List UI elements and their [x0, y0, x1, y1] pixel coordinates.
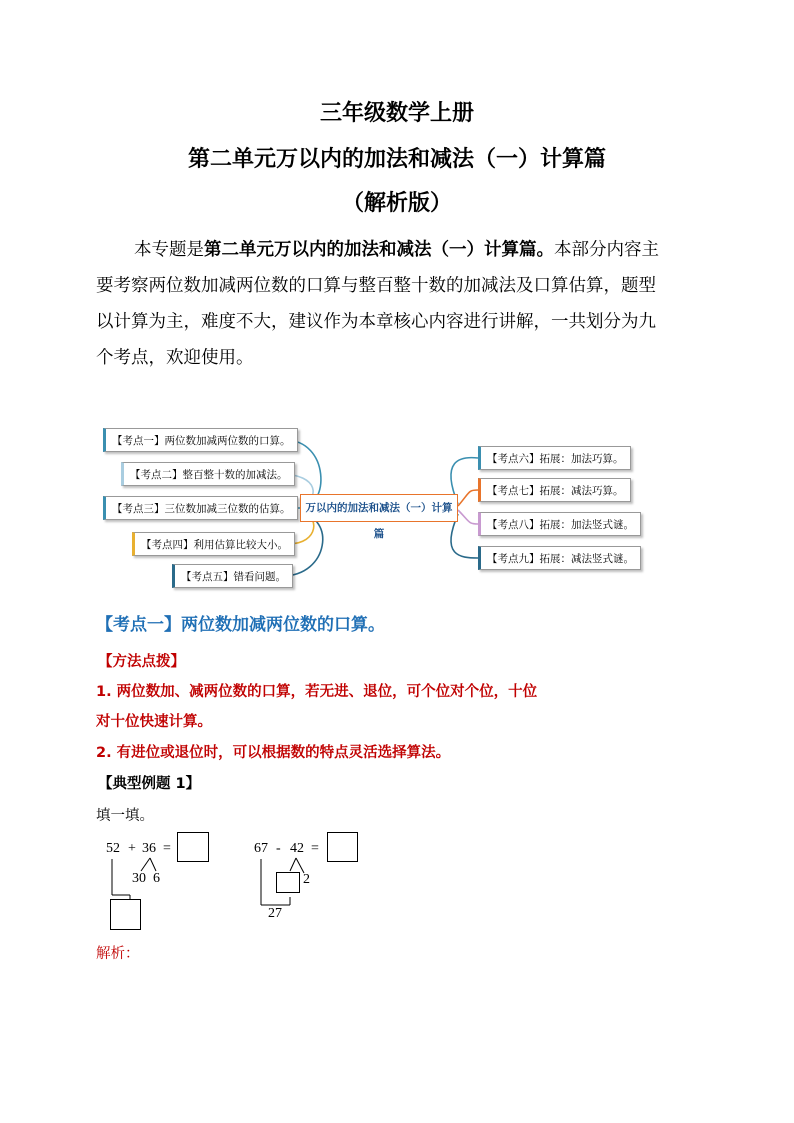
intro-text-1: 本专题是	[134, 240, 204, 260]
mindmap-node-kp8: 【考点八】拓展：加法竖式谜。	[478, 512, 641, 536]
intro-line-4: 个考点，欢迎使用。	[96, 348, 254, 368]
mindmap-node-kp2: 【考点二】整百整十数的加减法。	[121, 462, 295, 486]
mindmap-node-kp4: 【考点四】利用估算比较大小。	[132, 532, 295, 556]
method-point-1: 1. 两位数加、减两位数的口算，若无进、退位，可个位对个位，十位	[96, 684, 538, 700]
intro-line-2: 要考察两位数加减两位数的口算与整百整十数的加减法及口算估算，题型	[96, 276, 656, 296]
method-title: 【方法点拨】	[98, 654, 185, 670]
unit-title: 第二单元万以内的加法和减法（一）计算篇	[187, 147, 606, 172]
p1-operator: +	[128, 841, 136, 856]
intro-bold-topic: 第二单元万以内的加法和减法（一）计算篇。	[204, 240, 554, 260]
edition-label: （解析版）	[341, 191, 452, 216]
p2-equals: =	[311, 841, 319, 856]
p2-answer-box[interactable]	[327, 832, 358, 862]
intro-text-2: 本部分内容主	[554, 240, 659, 260]
p1-split-tens: 30	[132, 871, 146, 886]
analysis-label: 解析：	[96, 946, 140, 962]
p1-addend-b: 36	[142, 841, 156, 856]
method-point-1-cont: 对十位快速计算。	[96, 714, 212, 730]
mindmap-node-kp1: 【考点一】两位数加减两位数的口算。	[103, 428, 298, 452]
p1-addend-a: 52	[106, 841, 120, 856]
instruction-text: 填一填。	[96, 808, 154, 824]
document-title: 三年级数学上册	[319, 101, 474, 126]
intro-line-3: 以计算为主，难度不大，建议作为本章核心内容进行讲解，一共划分为九	[96, 312, 656, 332]
p1-split-ones: 6	[153, 871, 160, 886]
mindmap-node-kp7: 【考点七】拓展：减法巧算。	[478, 478, 631, 502]
method-point-2: 2. 有进位或退位时，可以根据数的特点灵活选择算法。	[96, 745, 451, 761]
p1-equals: =	[163, 841, 171, 856]
mindmap-node-kp3: 【考点三】三位数加减三位数的估算。	[103, 496, 298, 520]
mindmap-center-node: 万以内的加法和减法（一）计算篇	[300, 494, 458, 522]
p2-minuend: 67	[254, 841, 268, 856]
mindmap-node-kp9: 【考点九】拓展：减法竖式谜。	[478, 546, 641, 570]
section-heading: 【考点一】两位数加减两位数的口算。	[96, 615, 385, 635]
p1-answer-box[interactable]	[177, 832, 209, 862]
p2-subtrahend: 42	[290, 841, 304, 856]
mindmap-node-kp6: 【考点六】拓展：加法巧算。	[478, 446, 631, 470]
example-title: 【典型例题 1】	[98, 776, 201, 792]
p1-partial-box[interactable]	[110, 899, 141, 930]
p2-partial-result: 27	[268, 906, 282, 921]
p2-split-ones: 2	[303, 872, 310, 887]
p2-operator: -	[276, 841, 281, 856]
mindmap-node-kp5: 【考点五】错看问题。	[172, 564, 293, 588]
p2-split-box[interactable]	[276, 872, 300, 893]
